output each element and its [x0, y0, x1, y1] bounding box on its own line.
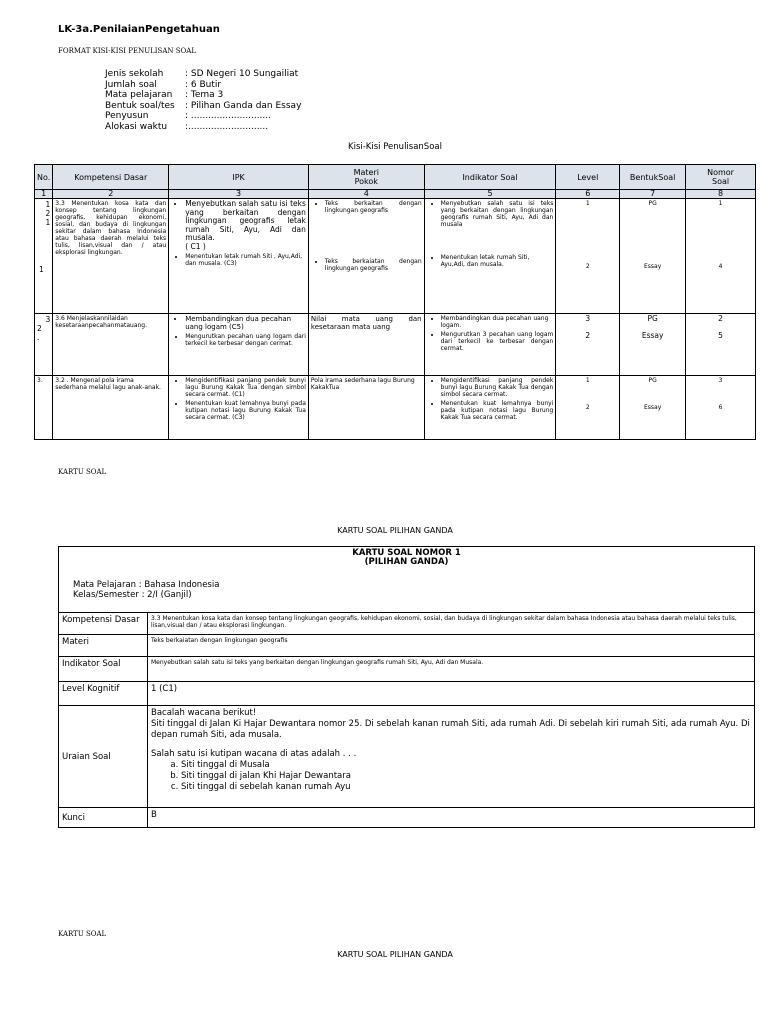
table-row: Level Kognitif 1 (C1) [59, 682, 755, 706]
info-row: Bentuk soal/tes : Pilihan Ganda dan Essay [105, 100, 302, 111]
kisi-header-row [35, 165, 756, 190]
table-row: Materi Teks berkaiatan dengan lingkungan geografis [59, 635, 755, 657]
kartu-soal-label: KARTU SOAL [58, 468, 107, 476]
header-cell: No. [35, 165, 53, 190]
option-item: c. Siti tinggal di sebelah kanan rumah Ayu [181, 782, 751, 793]
info-row: Alokasi waktu :............................ [105, 121, 269, 132]
header-cell: Indikator Soal [424, 165, 556, 190]
option-item: b. Siti tinggal di jalan Khi Hajar Dewantara [181, 771, 751, 782]
table-row: Indikator Soal Menyebutkan salah satu isi teks yang berkaitan dengan lingkungan geografis rumah Siti, Ayu, Adi dan Musala. [59, 657, 755, 682]
info-row: Jenis sekolah : SD Negeri 10 Sungailiat [105, 69, 299, 79]
option-list [151, 760, 751, 793]
table-row: 3. 3.2 . Mengenal pola irama sederhana melalui lagu anak-anak. • Mengidentifikasi panjang pendek bunyi lagu Burung Kakak Tua dengan simbol secara cermat. (C1) • Menentukan kuat lemahnya bunyi pada kutipan notasi lagu Burung Kakak Tua secara cermat. (C3) Pola irama sederhana lagu Burung KakakTua • Mengidentifikasi panjang pendek bunyi lagu Burung Kakak Tua dengan simbol secara cermat. • Menentukan kuat lemahnya bunyi pada kutipan notasi lagu Burung Kakak Tua secara cermat. 1 2 PG Essay 3 6 [35, 376, 756, 440]
kd-cell: 3.3 Menentukan kosa kata dan konsep tentang lingkungan geografis, kehidupan ekonomi, sosial, dan budaya di lingkungan sekitar dalam bahasa Indonesia atau bahasa daerah melalui teks tulis, lisan,visual dan / atau eksplorasi lingkungan. [53, 199, 169, 314]
table-row: Uraian Soal Bacalah wacana berikut! Siti tinggal di Jalan Ki Hajar Dewantara nomor 25. Di sebelah kanan rumah Siti, ada rumah Adi. Di sebelah kiri rumah Siti, ada rumah Ayu. Di depan rumah Siti, ada musala. Salah satu isi kutipan wacana di atas adalah . . . a. Siti tinggal di Musala b. Siti tinggal di jalan Khi Hajar Dewantara c. Siti tinggal di sebelah kanan rumah Ayu [59, 706, 755, 808]
kartu-soal-label: KARTU SOAL [58, 930, 107, 938]
info-row: Mata pelajaran : Tema 3 [105, 90, 224, 100]
header-cell: Materi Pokok [308, 165, 424, 190]
info-block [105, 69, 301, 132]
kd-cell: 3.2 . Mengenal pola irama sederhana melalui lagu anak-anak. [53, 376, 169, 440]
info-row: Penyusun : ............................ [105, 111, 271, 121]
document-title: LK-3a.PenilaianPengetahuan [58, 24, 220, 35]
kartu-header-row: KARTU SOAL NOMOR 1 (PILIHAN GANDA) Mata Pelajaran : Bahasa Indonesia Kelas/Semester : 2/I (Ganjil) [59, 547, 755, 613]
header-cell: IPK [169, 165, 309, 190]
table-row: 3 2 . 3.6 Menjelaskannilaidan kesetaraanpecahanmatauang. • Membandingkan dua pecahan uang logam (C5) • Mengurutkan pecahan uang logam dari terkecil ke terbesar dengan cermat. Nilai mata uang dan kesetaraan mata uang • Membandingkan dua pecahan uang logam. • Mengurutkan 3 pecahan uang logam dari terkecil ke terbesar dengan cermat. 3 2 PG Essay 2 5 [35, 314, 756, 376]
header-cell: BentukSoal [620, 165, 686, 190]
header-cell: Nomor Soal [686, 165, 756, 190]
kisi-table [34, 164, 756, 440]
info-row: Jumlah soal : 6 Butir [105, 79, 222, 90]
table-row: 1 2 1 1 3.3 Menentukan kosa kata dan konsep tentang lingkungan geografis, kehidupan ekonomi, sosial, dan budaya di lingkungan sekitar dalam bahasa Indonesia atau bahasa daerah melalui teks tulis, lisan,visual dan / atau eksplorasi lingkungan. • Menyebutkan salah satu isi teks yang berkaitan dengan lingkungan geografis letak rumah Siti, Ayu, Adi dan musala. ( C1 ) • Menentukan letak rumah Siti , Ayu,Adi, dan musala. (C3) • Teks berkaitan dengan lingkungan geografis • Teks berkaiatan dengan lingkungan geografis • Menyebutkan salah satu isi teks yang berkaitan dengan lingkungan geografis rumah Siti, Ayu, Adi dan musala • Menentukan letak rumah Siti, Ayu,Adi, dan musala. 1 2 PG Essay 1 4 [35, 199, 756, 314]
kisi-caption: Kisi-Kisi PenulisanSoal [348, 142, 442, 152]
option-item: a. Siti tinggal di Musala [181, 760, 751, 771]
kartu-heading: KARTU SOAL PILIHAN GANDA [337, 526, 453, 535]
table-row: Kunci B [59, 808, 755, 828]
header-cell: Level [556, 165, 620, 190]
kd-cell: 3.6 Menjelaskannilaidan kesetaraanpecahanmatauang. [53, 314, 169, 376]
document-subtitle: FORMAT KISI-KISI PENULISAN SOAL [58, 47, 196, 55]
kisi-number-row: 1 2 3 4 5 6 7 8 [35, 190, 756, 199]
kartu-heading: KARTU SOAL PILIHAN GANDA [337, 950, 453, 959]
table-row: Kompetensi Dasar 3.3 Menentukan kosa kata dan konsep tentang lingkungan geografis, kehidupan ekonomi, sosial, dan budaya di lingkungan sekitar dalam bahasa Indonesia atau bahasa daerah melalui teks tulis, lisan,visual dan / atau eksplorasi lingkungan. [59, 613, 755, 635]
header-cell: Kompetensi Dasar [53, 165, 169, 190]
kartu-soal-table [58, 546, 755, 828]
